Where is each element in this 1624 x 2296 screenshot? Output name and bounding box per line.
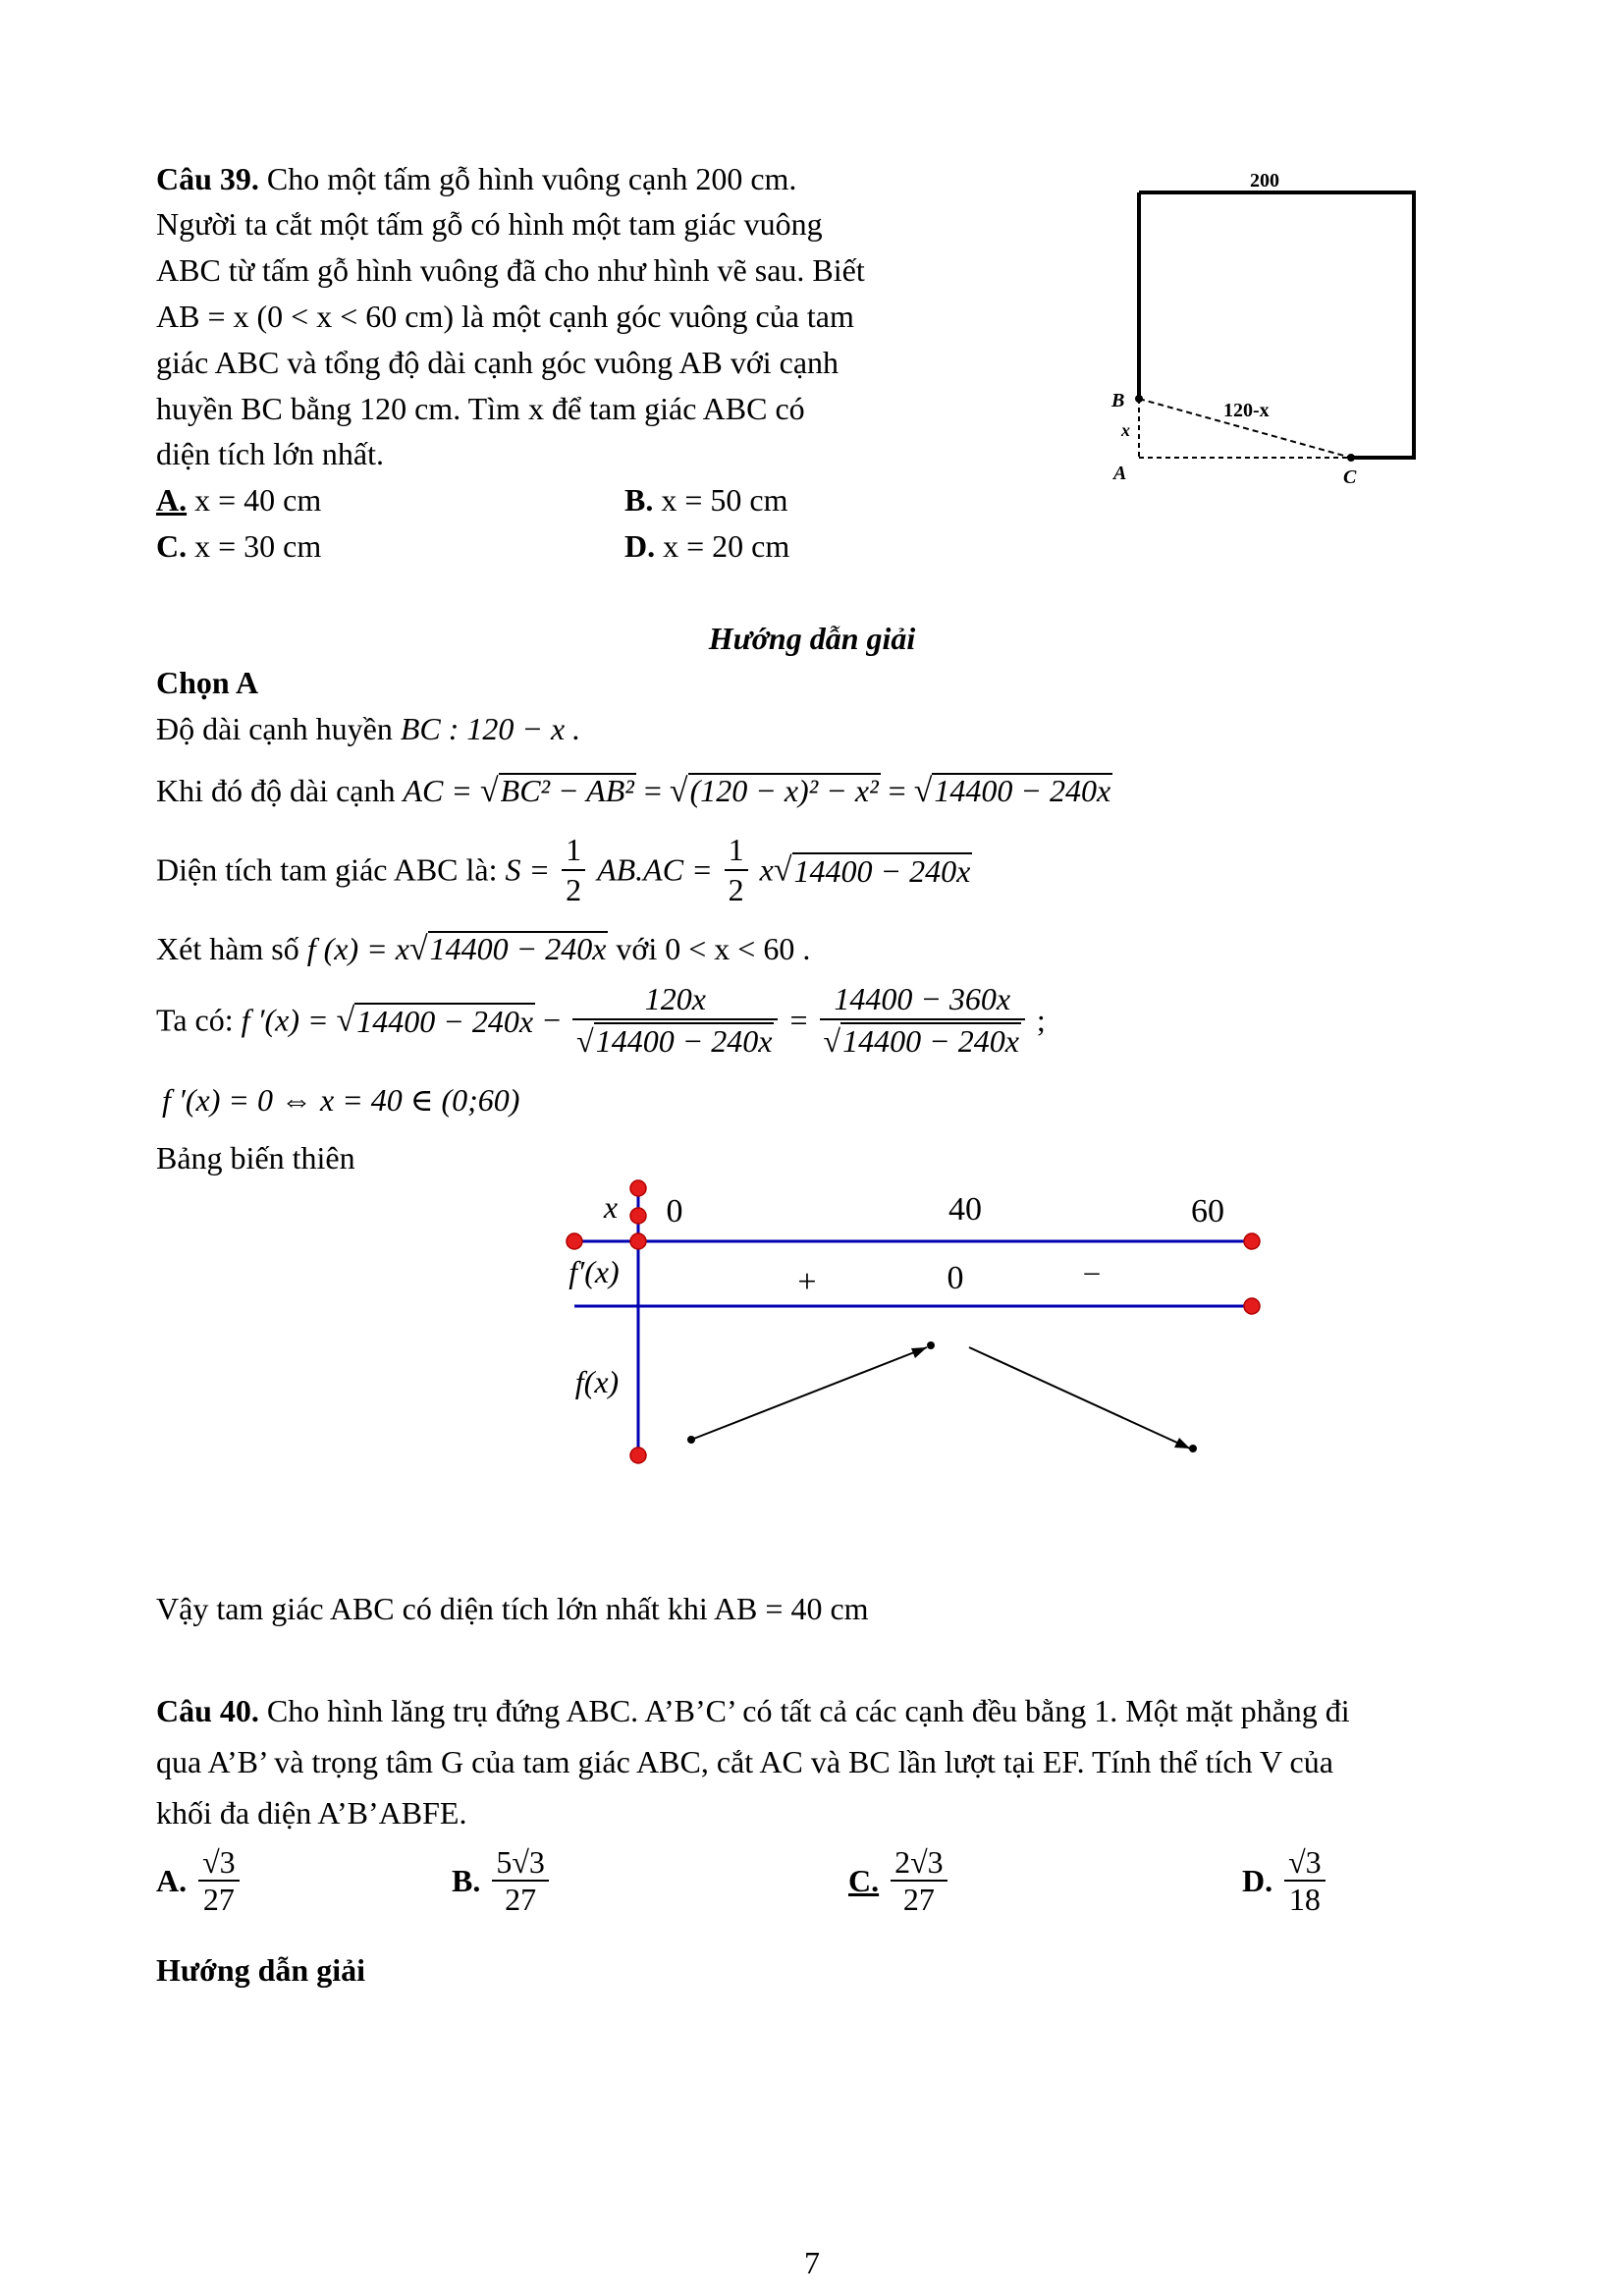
table-point <box>630 1180 646 1196</box>
solution-choice: Chọn A <box>156 665 259 700</box>
solution-line-5: Ta có: f ′(x) = √14400 − 240x − $\frac{120x}{√14400 - 240x}$ = $\frac{14400 - 360x}{√14400 - 240x}$ ; <box>156 981 1046 1060</box>
increasing-arrowhead <box>911 1347 927 1358</box>
square-outline <box>1139 192 1414 458</box>
table-x-value-60: 60 <box>1191 1193 1224 1230</box>
point-b <box>1135 395 1143 403</box>
table-fprime-label: f′(x) <box>568 1254 620 1289</box>
table-point <box>1244 1298 1260 1314</box>
q39-option-c: C. x = 30 cm <box>156 528 322 564</box>
solution-heading: Hướng dẫn giải <box>708 621 916 656</box>
label-c: C <box>1343 466 1357 488</box>
table-fprime-minus: – <box>1084 1255 1100 1287</box>
table-point <box>630 1208 646 1224</box>
arrow-end-point <box>927 1341 935 1349</box>
frac-derivative-2: $\frac{14400 - 360x}{√14400 - 240x}$ <box>820 982 1025 1059</box>
q40-line-2: qua A’B’ và trọng tâm G của tam giác ABC, cắt AC và BC lần lượt tại EF. Tính thể tích V của <box>156 1744 1333 1779</box>
table-point <box>567 1233 582 1249</box>
frac-half-2: $\frac{1}{2}$ <box>725 833 748 907</box>
q40-line-1: Câu 40. Cho hình lăng trụ đứng ABC. A’B’C’ có tất cả các cạnh đều bằng 1. Một mặt phẳng đi <box>156 1693 1350 1728</box>
table-f-label: f(x) <box>574 1364 620 1399</box>
label-120-x: 120-x <box>1223 400 1270 421</box>
frac-derivative-1: $\frac{120x}{√14400 - 240x}$ <box>572 982 778 1059</box>
solution-line-6: f ′(x) = 0 ⇔ x = 40 ∈ (0;60) <box>162 1082 520 1118</box>
label-x: x <box>1121 420 1130 440</box>
arrow-start-point <box>687 1436 695 1444</box>
frac-half-1: $\frac{1}{2}$ <box>562 833 585 907</box>
q40-solution-heading: Hướng dẫn giải <box>156 1952 365 1988</box>
q39-line-4: AB = x (0 < x < 60 cm) là một cạnh góc vuông của tam <box>156 299 854 334</box>
q40-option-b: B. $\frac{5√3}{27}$ <box>452 1846 553 1915</box>
q40-option-c: C. $\frac{2√3}{27}$ <box>848 1846 951 1915</box>
increasing-arrow <box>691 1347 927 1440</box>
q39-line-3: ABC từ tấm gỗ hình vuông đã cho như hình vẽ sau. Biết <box>156 252 865 288</box>
table-point <box>630 1448 646 1463</box>
table-fprime-plus: + <box>797 1264 817 1300</box>
page-number: 7 <box>804 2245 820 2280</box>
q40-label: Câu 40. <box>156 1693 259 1728</box>
point-c <box>1347 454 1355 462</box>
q39-label: Câu 39. <box>156 161 259 196</box>
table-title: Bảng biến thiên <box>156 1140 355 1175</box>
q39-line-7: diện tích lớn nhất. <box>156 436 384 471</box>
solution-line-4: Xét hàm số f (x) = x√14400 − 240x với 0 < x < 60 . <box>156 931 811 967</box>
solution-conclusion: Vậy tam giác ABC có diện tích lớn nhất khi AB = 40 cm <box>156 1591 869 1626</box>
q39-option-b: B. x = 50 cm <box>624 482 788 518</box>
q39-line-1: Câu 39. Cho một tấm gỗ hình vuông cạnh 200 cm. <box>156 161 797 196</box>
arrow-end-point <box>1189 1445 1197 1452</box>
solution-line-2: Khi đó độ dài cạnh AC = √BC² − AB² = √(120 − x)² − x² = √14400 − 240x <box>156 773 1111 809</box>
q39-option-a: A. x = 40 cm <box>156 482 322 518</box>
decreasing-arrowhead <box>1174 1438 1190 1449</box>
variation-table <box>530 1169 1276 1483</box>
decreasing-arrow <box>969 1347 1190 1449</box>
table-x-value-0: 0 <box>666 1193 683 1230</box>
q39-line-5: giác ABC và tổng độ dài cạnh góc vuông AB với cạnh <box>156 345 839 380</box>
table-x-label: x <box>603 1189 619 1225</box>
q39-figure <box>1100 157 1434 491</box>
solution-line-3: Diện tích tam giác ABC là: S = $\frac{1}{2}$ AB.AC = $\frac{1}{2}$ x√14400 − 240x <box>156 832 971 908</box>
table-fprime-zero: 0 <box>947 1260 964 1296</box>
table-point <box>1244 1233 1260 1249</box>
table-point <box>630 1233 646 1249</box>
q39-line-6: huyền BC bằng 120 cm. Tìm x để tam giác ABC có <box>156 391 805 426</box>
label-a: A <box>1113 463 1127 484</box>
label-b: B <box>1111 390 1125 411</box>
q40-option-d: D. $\frac{√3}{18}$ <box>1242 1846 1329 1915</box>
q39-option-d: D. x = 20 cm <box>624 528 790 564</box>
q40-option-a: A. $\frac{√3}{27}$ <box>156 1846 244 1915</box>
label-200: 200 <box>1250 170 1279 191</box>
q40-line-3: khối đa diện A’B’ABFE. <box>156 1795 467 1831</box>
q39-line-2: Người ta cắt một tấm gỗ có hình một tam giác vuông <box>156 206 823 242</box>
table-x-value-40: 40 <box>948 1191 982 1228</box>
solution-line-1: Độ dài cạnh huyền BC : 120 − x . <box>156 711 581 746</box>
